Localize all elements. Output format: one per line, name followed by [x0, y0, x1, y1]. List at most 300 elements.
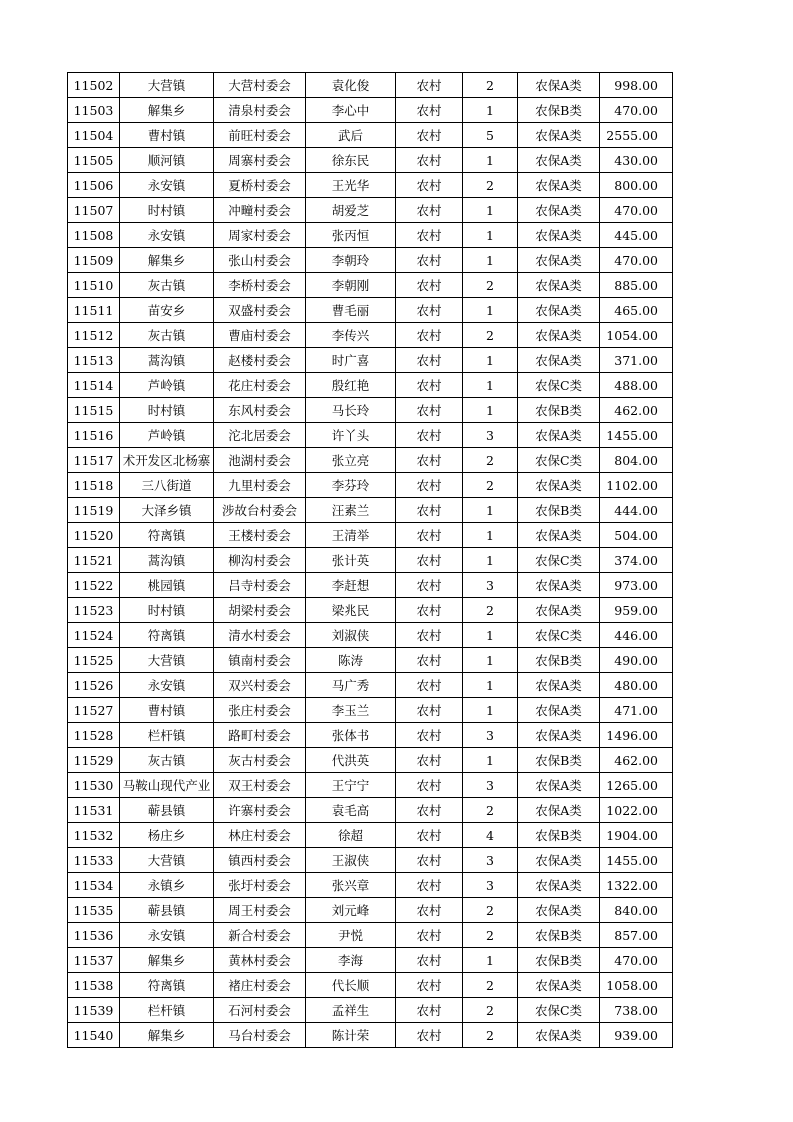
person-name-cell: 李朝玲	[306, 248, 396, 273]
village-committee-cell: 周家村委会	[214, 223, 306, 248]
amount-cell: 1904.00	[600, 823, 673, 848]
amount-cell: 446.00	[600, 623, 673, 648]
serial-number-cell: 11518	[68, 473, 120, 498]
table-row	[68, 748, 673, 773]
person-name-cell: 王宁宁	[306, 773, 396, 798]
insurance-category-cell: 农保A类	[518, 348, 600, 373]
serial-number-cell: 11521	[68, 548, 120, 573]
table-row	[68, 973, 673, 998]
serial-number-cell: 11531	[68, 798, 120, 823]
insurance-category-cell: 农保B类	[518, 398, 600, 423]
person-name-cell: 李玉兰	[306, 698, 396, 723]
insurance-category-cell: 农保C类	[518, 373, 600, 398]
person-name-cell: 代长顺	[306, 973, 396, 998]
table-row	[68, 523, 673, 548]
village-committee-cell: 双盛村委会	[214, 298, 306, 323]
serial-number-cell: 11506	[68, 173, 120, 198]
township-cell: 苗安乡	[120, 298, 214, 323]
serial-number-cell: 11502	[68, 73, 120, 98]
person-name-cell: 张立亮	[306, 448, 396, 473]
village-committee-cell: 周寨村委会	[214, 148, 306, 173]
amount-cell: 1496.00	[600, 723, 673, 748]
village-committee-cell: 大营村委会	[214, 73, 306, 98]
serial-number-cell: 11534	[68, 873, 120, 898]
amount-cell: 462.00	[600, 398, 673, 423]
amount-cell: 465.00	[600, 298, 673, 323]
table-body	[68, 73, 673, 1048]
serial-number-cell: 11508	[68, 223, 120, 248]
amount-cell: 1265.00	[600, 773, 673, 798]
village-committee-cell: 镇南村委会	[214, 648, 306, 673]
amount-cell: 470.00	[600, 948, 673, 973]
table-row	[68, 223, 673, 248]
family-size-cell: 1	[463, 523, 518, 548]
family-size-cell: 1	[463, 248, 518, 273]
table-row	[68, 198, 673, 223]
family-size-cell: 1	[463, 298, 518, 323]
township-cell: 符离镇	[120, 523, 214, 548]
person-name-cell: 张兴章	[306, 873, 396, 898]
insurance-category-cell: 农保A类	[518, 598, 600, 623]
person-name-cell: 王清举	[306, 523, 396, 548]
village-committee-cell: 周王村委会	[214, 898, 306, 923]
family-size-cell: 2	[463, 798, 518, 823]
person-name-cell: 马长玲	[306, 398, 396, 423]
township-cell: 蕲县镇	[120, 898, 214, 923]
household-type-cell: 农村	[396, 748, 463, 773]
serial-number-cell: 11540	[68, 1023, 120, 1048]
insurance-category-cell: 农保A类	[518, 848, 600, 873]
insurance-category-cell: 农保A类	[518, 298, 600, 323]
household-type-cell: 农村	[396, 923, 463, 948]
beneficiary-table	[67, 72, 673, 1048]
table-row	[68, 298, 673, 323]
person-name-cell: 殷红艳	[306, 373, 396, 398]
table-row	[68, 673, 673, 698]
insurance-category-cell: 农保A类	[518, 973, 600, 998]
township-cell: 灰古镇	[120, 748, 214, 773]
person-name-cell: 李海	[306, 948, 396, 973]
table-row	[68, 448, 673, 473]
township-cell: 曹村镇	[120, 123, 214, 148]
amount-cell: 800.00	[600, 173, 673, 198]
township-cell: 符离镇	[120, 973, 214, 998]
amount-cell: 857.00	[600, 923, 673, 948]
serial-number-cell: 11529	[68, 748, 120, 773]
township-cell: 符离镇	[120, 623, 214, 648]
township-cell: 大营镇	[120, 848, 214, 873]
table-row	[68, 773, 673, 798]
amount-cell: 470.00	[600, 198, 673, 223]
serial-number-cell: 11535	[68, 898, 120, 923]
table-row	[68, 923, 673, 948]
family-size-cell: 2	[463, 323, 518, 348]
household-type-cell: 农村	[396, 223, 463, 248]
insurance-category-cell: 农保A类	[518, 723, 600, 748]
serial-number-cell: 11515	[68, 398, 120, 423]
family-size-cell: 3	[463, 848, 518, 873]
serial-number-cell: 11512	[68, 323, 120, 348]
household-type-cell: 农村	[396, 998, 463, 1023]
village-committee-cell: 涉故台村委会	[214, 498, 306, 523]
township-cell: 杨庄乡	[120, 823, 214, 848]
household-type-cell: 农村	[396, 698, 463, 723]
village-committee-cell: 双兴村委会	[214, 673, 306, 698]
table-row	[68, 623, 673, 648]
insurance-category-cell: 农保A类	[518, 773, 600, 798]
serial-number-cell: 11514	[68, 373, 120, 398]
village-committee-cell: 前旺村委会	[214, 123, 306, 148]
township-cell: 时村镇	[120, 198, 214, 223]
serial-number-cell: 11516	[68, 423, 120, 448]
family-size-cell: 2	[463, 448, 518, 473]
amount-cell: 1102.00	[600, 473, 673, 498]
amount-cell: 738.00	[600, 998, 673, 1023]
family-size-cell: 2	[463, 973, 518, 998]
village-committee-cell: 夏桥村委会	[214, 173, 306, 198]
township-cell: 栏杆镇	[120, 723, 214, 748]
village-committee-cell: 吕寺村委会	[214, 573, 306, 598]
household-type-cell: 农村	[396, 173, 463, 198]
household-type-cell: 农村	[396, 598, 463, 623]
amount-cell: 444.00	[600, 498, 673, 523]
family-size-cell: 1	[463, 498, 518, 523]
household-type-cell: 农村	[396, 673, 463, 698]
serial-number-cell: 11526	[68, 673, 120, 698]
table-row	[68, 873, 673, 898]
village-committee-cell: 张圩村委会	[214, 873, 306, 898]
township-cell: 桃园镇	[120, 573, 214, 598]
serial-number-cell: 11509	[68, 248, 120, 273]
table-row	[68, 723, 673, 748]
serial-number-cell: 11537	[68, 948, 120, 973]
family-size-cell: 2	[463, 998, 518, 1023]
household-type-cell: 农村	[396, 573, 463, 598]
serial-number-cell: 11525	[68, 648, 120, 673]
person-name-cell: 胡爱芝	[306, 198, 396, 223]
amount-cell: 840.00	[600, 898, 673, 923]
household-type-cell: 农村	[396, 798, 463, 823]
family-size-cell: 1	[463, 673, 518, 698]
table-row	[68, 823, 673, 848]
insurance-category-cell: 农保A类	[518, 898, 600, 923]
amount-cell: 462.00	[600, 748, 673, 773]
table-row	[68, 123, 673, 148]
household-type-cell: 农村	[396, 823, 463, 848]
table-row	[68, 498, 673, 523]
household-type-cell: 农村	[396, 373, 463, 398]
household-type-cell: 农村	[396, 123, 463, 148]
village-committee-cell: 路町村委会	[214, 723, 306, 748]
amount-cell: 371.00	[600, 348, 673, 373]
person-name-cell: 张丙恒	[306, 223, 396, 248]
table-row	[68, 373, 673, 398]
township-cell: 蒿沟镇	[120, 548, 214, 573]
village-committee-cell: 九里村委会	[214, 473, 306, 498]
family-size-cell: 3	[463, 873, 518, 898]
family-size-cell: 1	[463, 948, 518, 973]
household-type-cell: 农村	[396, 723, 463, 748]
township-cell: 时村镇	[120, 398, 214, 423]
family-size-cell: 3	[463, 723, 518, 748]
family-size-cell: 3	[463, 773, 518, 798]
village-committee-cell: 李桥村委会	[214, 273, 306, 298]
person-name-cell: 马广秀	[306, 673, 396, 698]
family-size-cell: 1	[463, 348, 518, 373]
amount-cell: 488.00	[600, 373, 673, 398]
household-type-cell: 农村	[396, 273, 463, 298]
person-name-cell: 陈涛	[306, 648, 396, 673]
table-row	[68, 423, 673, 448]
township-cell: 蕲县镇	[120, 798, 214, 823]
township-cell: 永安镇	[120, 173, 214, 198]
village-committee-cell: 新合村委会	[214, 923, 306, 948]
person-name-cell: 许丫头	[306, 423, 396, 448]
insurance-category-cell: 农保A类	[518, 173, 600, 198]
amount-cell: 374.00	[600, 548, 673, 573]
amount-cell: 2555.00	[600, 123, 673, 148]
family-size-cell: 2	[463, 923, 518, 948]
insurance-category-cell: 农保A类	[518, 673, 600, 698]
serial-number-cell: 11528	[68, 723, 120, 748]
village-committee-cell: 林庄村委会	[214, 823, 306, 848]
township-cell: 芦岭镇	[120, 373, 214, 398]
table-row	[68, 323, 673, 348]
household-type-cell: 农村	[396, 198, 463, 223]
village-committee-cell: 花庄村委会	[214, 373, 306, 398]
household-type-cell: 农村	[396, 1023, 463, 1048]
village-committee-cell: 胡梁村委会	[214, 598, 306, 623]
household-type-cell: 农村	[396, 548, 463, 573]
person-name-cell: 刘元峰	[306, 898, 396, 923]
family-size-cell: 2	[463, 1023, 518, 1048]
township-cell: 解集乡	[120, 248, 214, 273]
amount-cell: 804.00	[600, 448, 673, 473]
village-committee-cell: 柳沟村委会	[214, 548, 306, 573]
household-type-cell: 农村	[396, 948, 463, 973]
serial-number-cell: 11524	[68, 623, 120, 648]
table-row	[68, 798, 673, 823]
household-type-cell: 农村	[396, 73, 463, 98]
serial-number-cell: 11532	[68, 823, 120, 848]
amount-cell: 470.00	[600, 98, 673, 123]
village-committee-cell: 镇西村委会	[214, 848, 306, 873]
person-name-cell: 王光华	[306, 173, 396, 198]
family-size-cell: 2	[463, 73, 518, 98]
serial-number-cell: 11503	[68, 98, 120, 123]
table-row	[68, 98, 673, 123]
table-row	[68, 273, 673, 298]
serial-number-cell: 11510	[68, 273, 120, 298]
table-row	[68, 648, 673, 673]
person-name-cell: 袁毛高	[306, 798, 396, 823]
township-cell: 灰古镇	[120, 323, 214, 348]
person-name-cell: 汪素兰	[306, 498, 396, 523]
person-name-cell: 孟祥生	[306, 998, 396, 1023]
person-name-cell: 时广喜	[306, 348, 396, 373]
table-row	[68, 348, 673, 373]
insurance-category-cell: 农保B类	[518, 948, 600, 973]
insurance-category-cell: 农保B类	[518, 648, 600, 673]
insurance-category-cell: 农保A类	[518, 198, 600, 223]
amount-cell: 430.00	[600, 148, 673, 173]
household-type-cell: 农村	[396, 898, 463, 923]
village-committee-cell: 曹庙村委会	[214, 323, 306, 348]
family-size-cell: 1	[463, 148, 518, 173]
table-row	[68, 173, 673, 198]
village-committee-cell: 赵楼村委会	[214, 348, 306, 373]
amount-cell: 998.00	[600, 73, 673, 98]
family-size-cell: 3	[463, 423, 518, 448]
insurance-category-cell: 农保A类	[518, 1023, 600, 1048]
table-row	[68, 948, 673, 973]
village-committee-cell: 池湖村委会	[214, 448, 306, 473]
person-name-cell: 代洪英	[306, 748, 396, 773]
table-row	[68, 573, 673, 598]
family-size-cell: 1	[463, 223, 518, 248]
village-committee-cell: 灰古村委会	[214, 748, 306, 773]
serial-number-cell: 11530	[68, 773, 120, 798]
amount-cell: 885.00	[600, 273, 673, 298]
table-row	[68, 548, 673, 573]
insurance-category-cell: 农保C类	[518, 998, 600, 1023]
table-row	[68, 598, 673, 623]
family-size-cell: 1	[463, 648, 518, 673]
serial-number-cell: 11505	[68, 148, 120, 173]
township-cell: 永安镇	[120, 673, 214, 698]
serial-number-cell: 11507	[68, 198, 120, 223]
family-size-cell: 1	[463, 748, 518, 773]
township-cell: 解集乡	[120, 98, 214, 123]
township-cell: 解集乡	[120, 1023, 214, 1048]
village-committee-cell: 许寨村委会	[214, 798, 306, 823]
table-row	[68, 148, 673, 173]
person-name-cell: 张计英	[306, 548, 396, 573]
household-type-cell: 农村	[396, 773, 463, 798]
serial-number-cell: 11517	[68, 448, 120, 473]
serial-number-cell: 11527	[68, 698, 120, 723]
table-row	[68, 848, 673, 873]
person-name-cell: 李赶想	[306, 573, 396, 598]
insurance-category-cell: 农保A类	[518, 148, 600, 173]
family-size-cell: 1	[463, 623, 518, 648]
township-cell: 马鞍山现代产业	[120, 773, 214, 798]
amount-cell: 1322.00	[600, 873, 673, 898]
table-row	[68, 248, 673, 273]
amount-cell: 973.00	[600, 573, 673, 598]
serial-number-cell: 11511	[68, 298, 120, 323]
amount-cell: 480.00	[600, 673, 673, 698]
household-type-cell: 农村	[396, 623, 463, 648]
family-size-cell: 1	[463, 98, 518, 123]
family-size-cell: 2	[463, 898, 518, 923]
household-type-cell: 农村	[396, 473, 463, 498]
amount-cell: 1058.00	[600, 973, 673, 998]
township-cell: 曹村镇	[120, 698, 214, 723]
township-cell: 蒿沟镇	[120, 348, 214, 373]
household-type-cell: 农村	[396, 398, 463, 423]
village-committee-cell: 王楼村委会	[214, 523, 306, 548]
household-type-cell: 农村	[396, 148, 463, 173]
village-committee-cell: 马台村委会	[214, 1023, 306, 1048]
household-type-cell: 农村	[396, 298, 463, 323]
family-size-cell: 5	[463, 123, 518, 148]
person-name-cell: 王淑侠	[306, 848, 396, 873]
township-cell: 大营镇	[120, 648, 214, 673]
village-committee-cell: 黄林村委会	[214, 948, 306, 973]
family-size-cell: 1	[463, 548, 518, 573]
family-size-cell: 3	[463, 573, 518, 598]
serial-number-cell: 11519	[68, 498, 120, 523]
family-size-cell: 2	[463, 173, 518, 198]
insurance-category-cell: 农保C类	[518, 448, 600, 473]
amount-cell: 959.00	[600, 598, 673, 623]
table-row	[68, 1023, 673, 1048]
household-type-cell: 农村	[396, 848, 463, 873]
amount-cell: 490.00	[600, 648, 673, 673]
serial-number-cell: 11539	[68, 998, 120, 1023]
household-type-cell: 农村	[396, 973, 463, 998]
insurance-category-cell: 农保A类	[518, 573, 600, 598]
village-committee-cell: 张庄村委会	[214, 698, 306, 723]
family-size-cell: 1	[463, 373, 518, 398]
township-cell: 术开发区北杨寨	[120, 448, 214, 473]
household-type-cell: 农村	[396, 423, 463, 448]
insurance-category-cell: 农保B类	[518, 98, 600, 123]
township-cell: 解集乡	[120, 948, 214, 973]
amount-cell: 1022.00	[600, 798, 673, 823]
serial-number-cell: 11520	[68, 523, 120, 548]
household-type-cell: 农村	[396, 248, 463, 273]
serial-number-cell: 11538	[68, 973, 120, 998]
family-size-cell: 4	[463, 823, 518, 848]
household-type-cell: 农村	[396, 323, 463, 348]
amount-cell: 504.00	[600, 523, 673, 548]
person-name-cell: 徐东民	[306, 148, 396, 173]
village-committee-cell: 东风村委会	[214, 398, 306, 423]
amount-cell: 445.00	[600, 223, 673, 248]
township-cell: 时村镇	[120, 598, 214, 623]
person-name-cell: 李朝刚	[306, 273, 396, 298]
person-name-cell: 刘淑侠	[306, 623, 396, 648]
insurance-category-cell: 农保A类	[518, 423, 600, 448]
serial-number-cell: 11533	[68, 848, 120, 873]
serial-number-cell: 11504	[68, 123, 120, 148]
household-type-cell: 农村	[396, 523, 463, 548]
person-name-cell: 李传兴	[306, 323, 396, 348]
person-name-cell: 武后	[306, 123, 396, 148]
table-row	[68, 473, 673, 498]
insurance-category-cell: 农保A类	[518, 73, 600, 98]
serial-number-cell: 11522	[68, 573, 120, 598]
township-cell: 永镇乡	[120, 873, 214, 898]
serial-number-cell: 11536	[68, 923, 120, 948]
person-name-cell: 张体书	[306, 723, 396, 748]
person-name-cell: 曹毛丽	[306, 298, 396, 323]
township-cell: 永安镇	[120, 223, 214, 248]
serial-number-cell: 11513	[68, 348, 120, 373]
table-row	[68, 73, 673, 98]
village-committee-cell: 清泉村委会	[214, 98, 306, 123]
person-name-cell: 李芬玲	[306, 473, 396, 498]
insurance-category-cell: 农保A类	[518, 798, 600, 823]
amount-cell: 1054.00	[600, 323, 673, 348]
person-name-cell: 陈计荣	[306, 1023, 396, 1048]
table-row	[68, 898, 673, 923]
insurance-category-cell: 农保B类	[518, 923, 600, 948]
person-name-cell: 梁兆民	[306, 598, 396, 623]
household-type-cell: 农村	[396, 498, 463, 523]
